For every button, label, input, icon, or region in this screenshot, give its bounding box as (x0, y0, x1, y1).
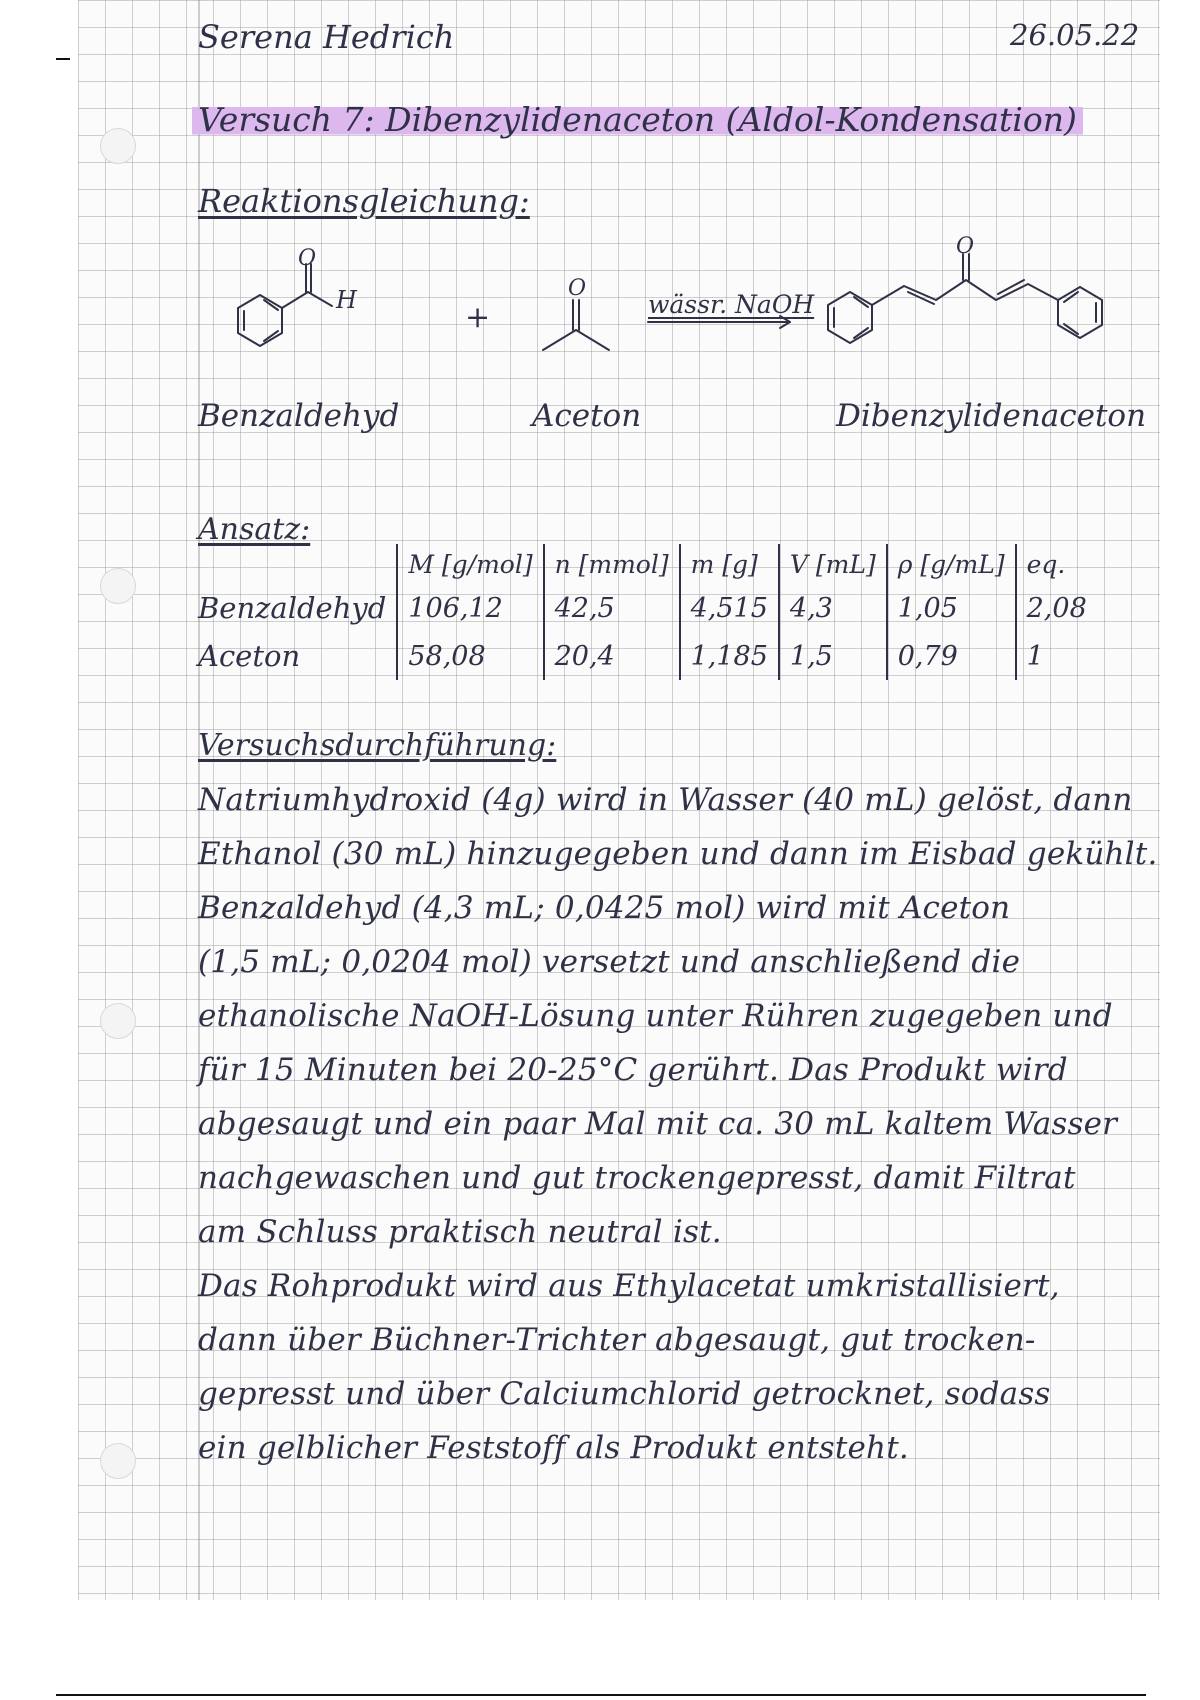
benzene-ring (1058, 287, 1102, 338)
benzene-ring (828, 292, 872, 343)
label-benzaldehyd: Benzaldehyd (198, 398, 400, 434)
column-header: eq. (1016, 544, 1097, 584)
benzene-ring (238, 295, 282, 346)
column-header: m [g] (680, 544, 779, 584)
procedure-line: ethanolische NaOH-Lösung unter Rühren zugegeben und (198, 998, 1113, 1034)
procedure-line: Das Rohprodukt wird aus Ethylacetat umkristallisiert, (198, 1268, 1060, 1304)
reaction-heading: Reaktionsgleichung: (198, 182, 530, 220)
procedure-line: (1,5 mL; 0,0204 mol) versetzt und anschließend die (198, 944, 1021, 980)
column-header: V [mL] (779, 544, 887, 584)
table-cell: 1,5 (779, 632, 887, 680)
column-header: ρ [g/mL] (887, 544, 1016, 584)
procedure-line: nachgewaschen und gut trockengepresst, damit Filtrat (198, 1160, 1076, 1196)
procedure-line: dann über Büchner-Trichter abgesaugt, gut trocken- (198, 1322, 1036, 1358)
table-cell: 1,185 (680, 632, 779, 680)
punch-hole (100, 568, 136, 604)
procedure-line: gepresst und über Calciumchlorid getrocknet, sodass (198, 1376, 1051, 1412)
row-label: Aceton (198, 639, 301, 673)
date: 26.05.22 (1010, 18, 1140, 52)
table-cell: 2,08 (1016, 584, 1097, 632)
procedure-line: für 15 Minuten bei 20-25°C gerührt. Das Produkt wird (198, 1052, 1068, 1088)
ansatz-heading: Ansatz: (198, 512, 311, 547)
table-cell: 1 (1016, 632, 1097, 680)
table-cell: 58,08 (397, 632, 543, 680)
page-edge-mark (56, 58, 70, 60)
procedure-line: Benzaldehyd (4,3 mL; 0,0425 mol) wird mit Aceton (198, 890, 1011, 926)
hydrogen-label: H (336, 286, 357, 314)
table-header-row (198, 544, 1097, 584)
procedure-heading: Versuchsdurchführung: (198, 728, 557, 763)
row-label: Benzaldehyd (198, 591, 387, 625)
table-cell: 4,3 (779, 584, 887, 632)
table-corner (198, 544, 397, 584)
plus-sign: + (465, 300, 491, 335)
oxygen-label-benzaldehyde: O (298, 246, 317, 271)
table-cell: 4,515 (680, 584, 779, 632)
table-cell: 42,5 (544, 584, 680, 632)
ansatz-table (198, 544, 1097, 680)
procedure-line: abgesaugt und ein paar Mal mit ca. 30 mL kaltem Wasser (198, 1106, 1118, 1142)
author-name: Serena Hedrich (198, 18, 455, 56)
oxygen-label-acetone: O (568, 276, 587, 301)
punch-hole (100, 128, 136, 164)
table-row (198, 632, 1097, 680)
experiment-title: Versuch 7: Dibenzylidenaceton (Aldol-Kondensation) (192, 100, 1083, 139)
punch-hole (100, 1443, 136, 1479)
table-cell: 0,79 (887, 632, 1016, 680)
procedure-line: am Schluss praktisch neutral ist. (198, 1214, 722, 1250)
procedure-line: Natriumhydroxid (4g) wird in Wasser (40 mL) gelöst, dann (198, 782, 1133, 818)
page-bottom-edge (56, 1694, 1146, 1696)
table-cell: 20,4 (544, 632, 680, 680)
procedure-line: ein gelblicher Feststoff als Produkt entsteht. (198, 1430, 909, 1466)
oxygen-label-product: O (956, 234, 975, 259)
table-cell: 1,05 (887, 584, 1016, 632)
reaction-condition: wässr. NaOH (648, 290, 815, 319)
label-aceton: Aceton (532, 398, 642, 434)
column-header: n [mmol] (544, 544, 680, 584)
table-row (198, 584, 1097, 632)
punch-hole (100, 1003, 136, 1039)
label-dibenzylidenaceton: Dibenzylidenaceton (836, 398, 1147, 434)
table-cell: 106,12 (397, 584, 543, 632)
column-header: M [g/mol] (397, 544, 543, 584)
procedure-line: Ethanol (30 mL) hinzugegeben und dann im Eisbad gekühlt. (198, 836, 1158, 872)
